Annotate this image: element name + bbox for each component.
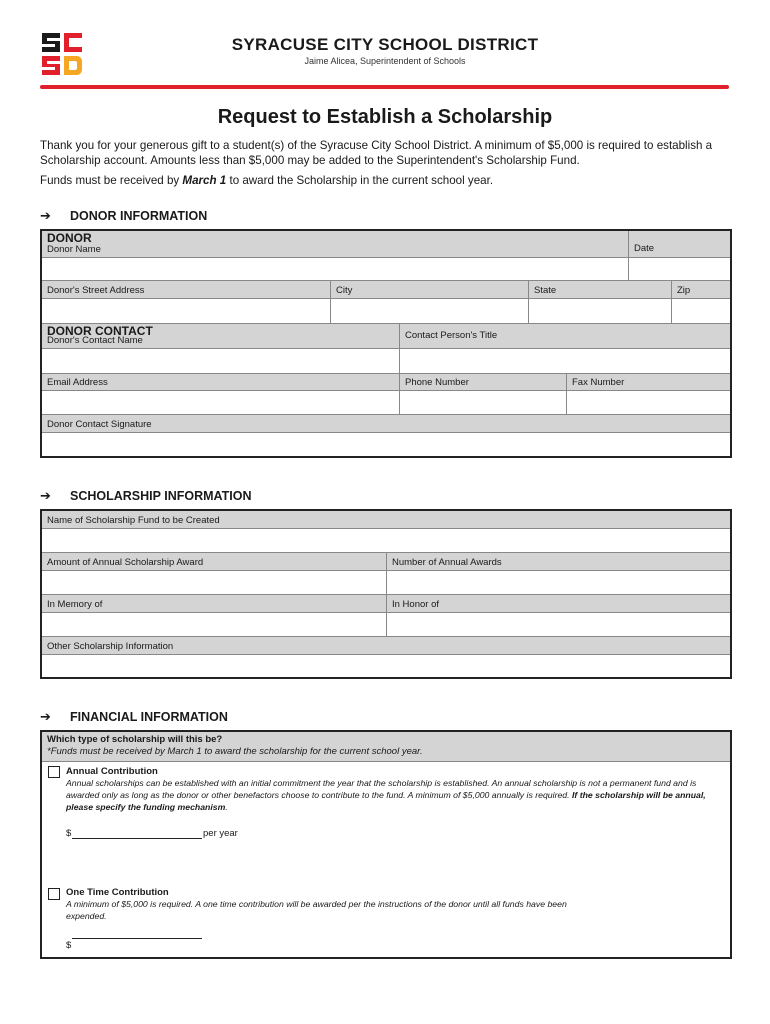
arrow-right-icon: ➔ — [40, 488, 51, 503]
donor-form — [40, 229, 732, 458]
per-year-label: per year — [203, 828, 238, 839]
one-time-contribution-description: A minimum of $5,000 is required. A one time contribution will be awarded per the instructions of the donor until all funds have been expended. — [66, 899, 567, 921]
zip-field[interactable] — [671, 299, 730, 323]
date-label: Date — [634, 243, 655, 254]
superintendent-line: Jaime Alicea, Superintendent of Schools — [304, 56, 466, 66]
state-field[interactable] — [528, 299, 671, 323]
donor-contact-group-label: DONOR CONTACT — [47, 324, 153, 338]
award-amount-label: Amount of Annual Scholarship Award — [47, 557, 204, 568]
street-label: Donor's Street Address — [47, 285, 145, 296]
contact-name-label: Donor's Contact Name — [47, 335, 143, 346]
contact-title-field[interactable] — [399, 349, 730, 373]
date-field[interactable] — [628, 258, 730, 280]
one-time-contribution-title: One Time Contribution — [66, 887, 169, 898]
annual-contribution-title: Annual Contribution — [66, 766, 158, 777]
donor-group-label: DONOR — [47, 231, 92, 245]
in-memory-field[interactable] — [42, 613, 386, 636]
fax-field[interactable] — [566, 391, 730, 414]
header-divider — [40, 85, 729, 89]
district-name: SYRACUSE CITY SCHOOL DISTRICT — [231, 35, 539, 54]
other-info-field[interactable] — [42, 655, 730, 677]
annual-contribution-description: Annual scholarships can be established with an initial commitment the year that the scholarship is established. An annual scholarship is not a permanent fund and is awarded only as long as the donor or other benefactors choose to contribute to the fund. A minimum of $5,000 annually is required. If the scholarship will be annual, please specify the funding mechanism. — [66, 778, 706, 812]
city-label: City — [336, 285, 353, 296]
zip-label: Zip — [677, 285, 691, 296]
other-info-label: Other Scholarship Information — [47, 641, 174, 652]
city-field[interactable] — [330, 299, 528, 323]
donor-name-label: Donor Name — [47, 244, 101, 255]
award-amount-field[interactable] — [42, 571, 386, 594]
financial-section-heading: ➔ FINANCIAL INFORMATION — [40, 709, 228, 724]
email-field[interactable] — [42, 391, 399, 414]
award-count-label: Number of Annual Awards — [392, 557, 502, 568]
financial-form — [40, 730, 732, 959]
one-time-amount-field[interactable] — [72, 938, 202, 939]
phone-label: Phone Number — [405, 377, 469, 388]
donor-name-field[interactable] — [42, 258, 628, 280]
donor-section-heading: ➔ DONOR INFORMATION — [40, 208, 208, 223]
one-time-dollar-sign: $ — [66, 940, 72, 951]
fund-name-field[interactable] — [42, 529, 730, 553]
in-memory-label: In Memory of — [47, 599, 103, 610]
in-honor-label: In Honor of — [392, 599, 439, 610]
signature-label: Donor Contact Signature — [47, 419, 152, 430]
scholarship-form — [40, 509, 732, 679]
funding-deadline-note: *Funds must be received by March 1 to award the scholarship for the current school year. — [47, 746, 423, 757]
state-label: State — [534, 285, 557, 296]
annual-amount-field[interactable] — [72, 838, 202, 839]
arrow-right-icon: ➔ — [40, 208, 51, 223]
page-title: Request to Establish a Scholarship — [217, 106, 553, 128]
arrow-right-icon: ➔ — [40, 709, 51, 724]
fax-label: Fax Number — [572, 377, 625, 388]
contact-title-label: Contact Person's Title — [405, 330, 498, 341]
street-field[interactable] — [42, 299, 330, 323]
annual-dollar-sign: $ — [66, 828, 72, 839]
scholarship-type-question: Which type of scholarship will this be? — [47, 734, 223, 745]
annual-contribution-checkbox[interactable] — [48, 766, 60, 778]
scholarship-section-heading: ➔ SCHOLARSHIP INFORMATION — [40, 488, 252, 503]
in-honor-field[interactable] — [386, 613, 730, 636]
fund-name-label: Name of Scholarship Fund to be Created — [47, 515, 220, 526]
signature-field[interactable] — [42, 433, 730, 456]
intro-paragraph: Thank you for your generous gift to a student(s) of the Syracuse City School District. A minimum of $5,000 is required to establish a Scholarship account. Amounts less than $5,000 may be added to the Superintendent's Scholarship Fund. — [40, 139, 713, 167]
deadline-note: Funds must be received by March 1 to award the Scholarship in the current school year. — [40, 174, 494, 187]
contact-name-field[interactable] — [42, 349, 399, 373]
email-label: Email Address — [47, 377, 108, 388]
award-count-field[interactable] — [386, 571, 730, 594]
one-time-contribution-checkbox[interactable] — [48, 888, 60, 900]
phone-field[interactable] — [399, 391, 566, 414]
